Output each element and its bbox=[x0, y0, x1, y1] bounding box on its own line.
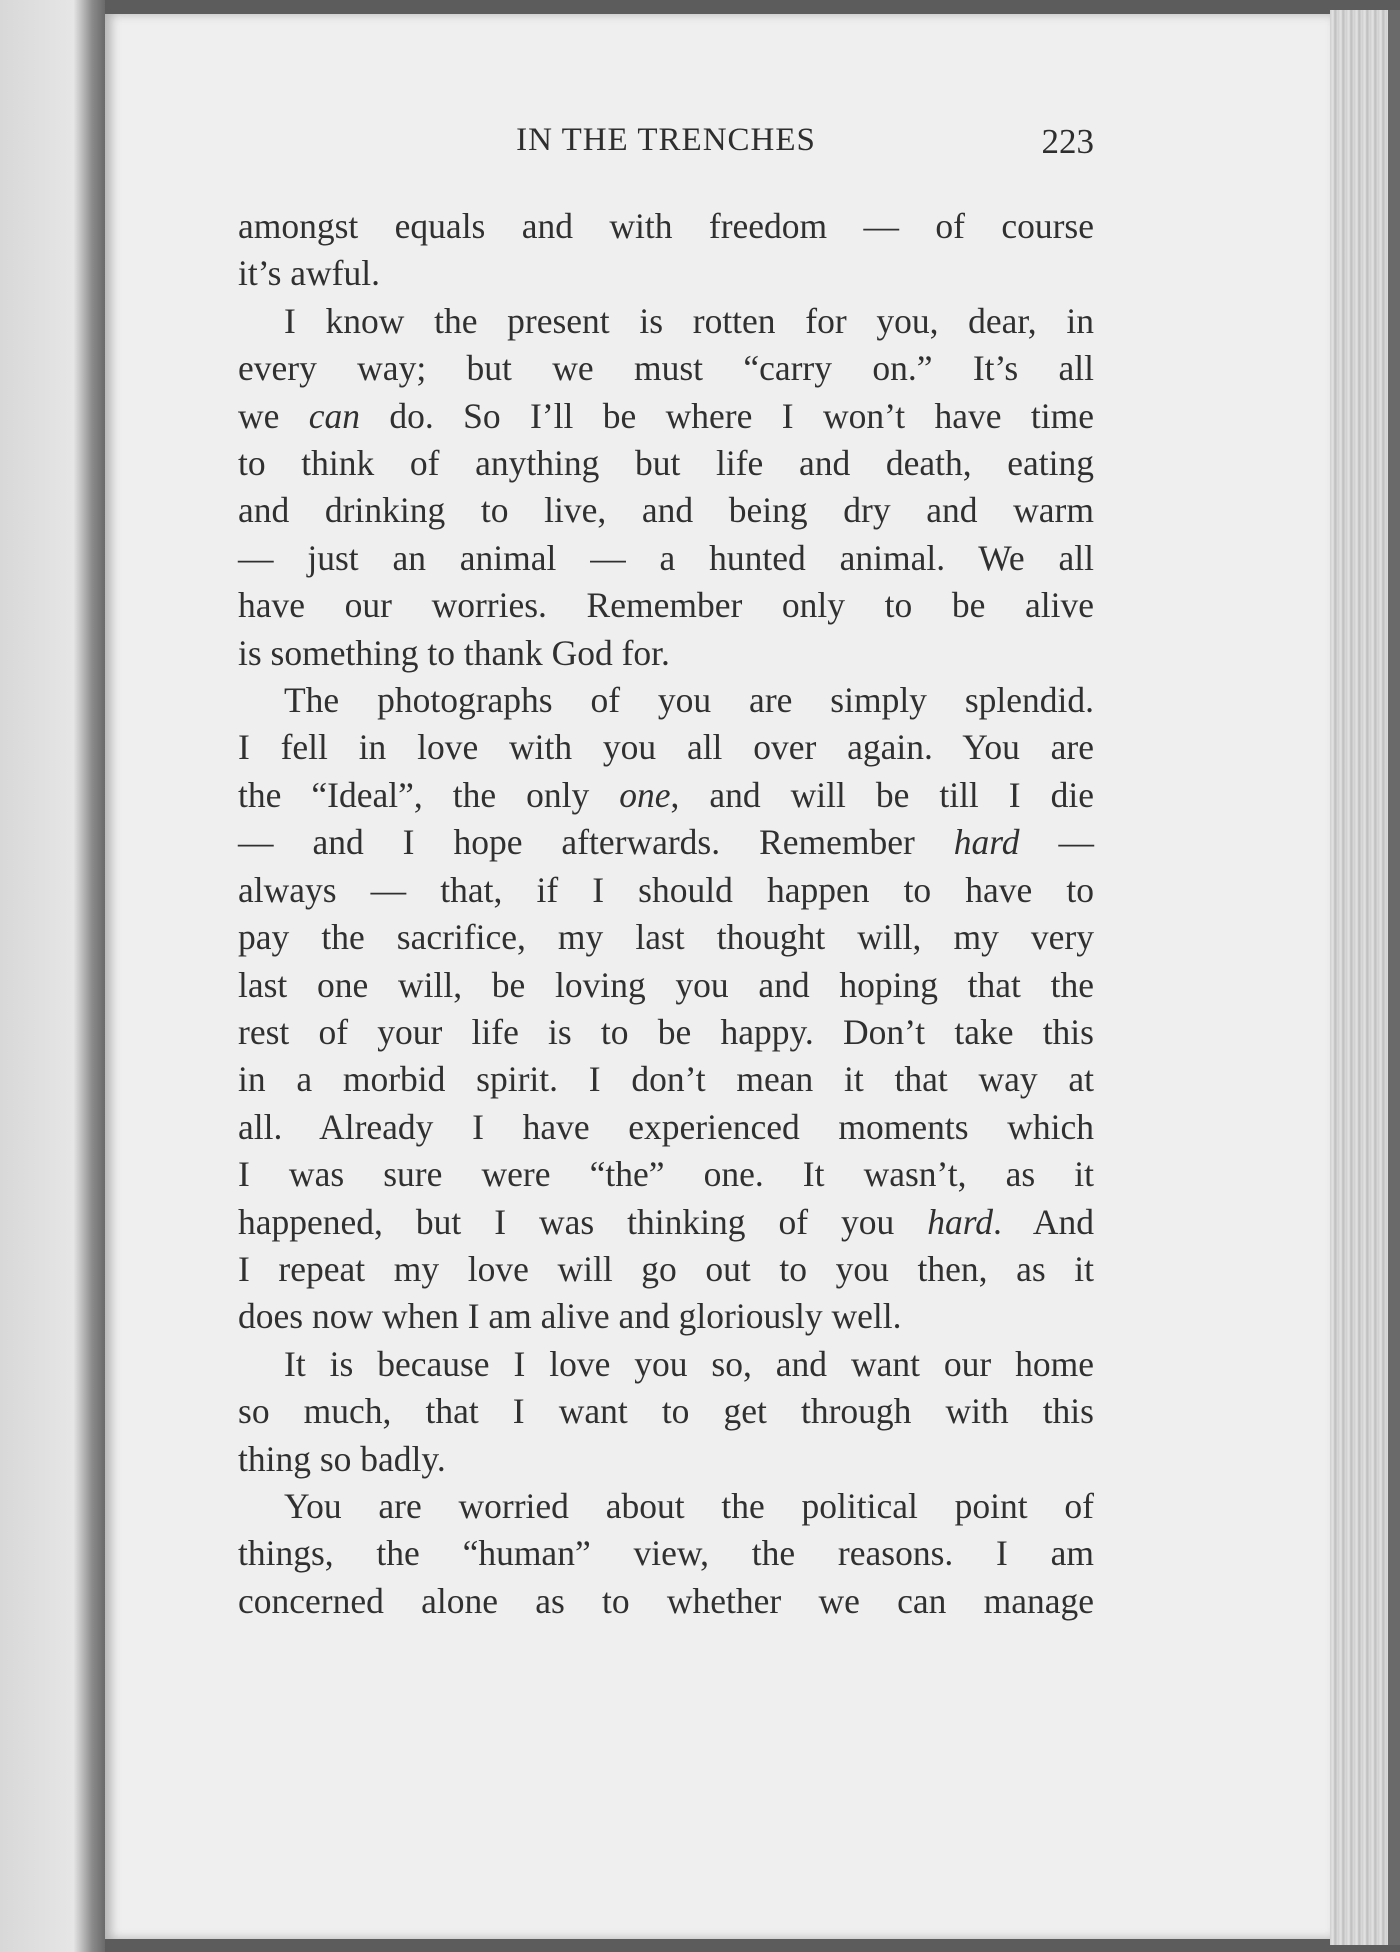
running-title: IN THE TRENCHES bbox=[516, 122, 816, 158]
left-page-edge bbox=[0, 0, 105, 1952]
text-line: rest of your life is to be happy. Don’t take this bbox=[238, 1011, 1094, 1052]
text-line: have our worries. Remember only to be alive bbox=[238, 585, 1094, 626]
text-line: I fell in love with you all over again. You are bbox=[238, 727, 1094, 768]
text-line: always — that, if I should happen to have to bbox=[238, 869, 1094, 910]
text-line: The photographs of you are simply splendid. bbox=[284, 680, 1094, 721]
text-line: all. Already I have experienced moments which bbox=[238, 1106, 1094, 1147]
text-line: I repeat my love will go out to you then, as it bbox=[238, 1248, 1094, 1289]
text-line: thing so badly. bbox=[238, 1438, 446, 1479]
text-line: it’s awful. bbox=[238, 253, 380, 294]
paragraph bbox=[238, 1483, 1094, 1625]
text-line: every way; but we must “carry on.” It’s all bbox=[238, 348, 1094, 389]
text-line: and drinking to live, and being dry and warm bbox=[238, 490, 1094, 531]
text-line: It is because I love you so, and want our home bbox=[284, 1343, 1094, 1384]
italic-emphasis: can bbox=[308, 395, 361, 436]
text-line: last one will, be loving you and hoping that the bbox=[238, 964, 1094, 1005]
text-line: is something to thank God for. bbox=[238, 632, 670, 673]
text-line: amongst equals and with freedom — of course bbox=[238, 206, 1094, 246]
text-line: we can do. So I’ll be where I won’t have time bbox=[238, 395, 1094, 436]
italic-emphasis: one bbox=[619, 774, 671, 815]
text-line: happened, but I was thinking of you hard. And bbox=[238, 1201, 1094, 1242]
text-line: — and I hope afterwards. Remember hard — bbox=[238, 822, 1094, 863]
text-line: in a morbid spirit. I don’t mean it that way at bbox=[238, 1059, 1094, 1100]
paragraph bbox=[238, 203, 1094, 298]
text-line: does now when I am alive and gloriously well. bbox=[238, 1296, 902, 1337]
text-line: to think of anything but life and death, eating bbox=[238, 443, 1094, 484]
text-line: pay the sacrifice, my last thought will, my very bbox=[238, 917, 1094, 958]
text-line: the “Ideal”, the only one, and will be till I die bbox=[238, 774, 1094, 815]
italic-emphasis: hard bbox=[927, 1201, 993, 1242]
text-line: concerned alone as to whether we can manage bbox=[238, 1580, 1094, 1621]
text-line: so much, that I want to get through with this bbox=[238, 1391, 1094, 1432]
paragraph bbox=[238, 298, 1094, 677]
text-line: I know the present is rotten for you, dear, in bbox=[284, 300, 1094, 341]
paragraph bbox=[238, 1341, 1094, 1483]
running-head bbox=[238, 122, 1094, 172]
text-line: — just an animal — a hunted animal. We all bbox=[238, 537, 1094, 578]
italic-emphasis: hard bbox=[953, 822, 1020, 863]
paragraph bbox=[238, 677, 1094, 1341]
text-line: I was sure were “the” one. It wasn’t, as it bbox=[238, 1154, 1094, 1195]
text-line: things, the “human” view, the reasons. I am bbox=[238, 1533, 1094, 1574]
page-number: 223 bbox=[1041, 122, 1094, 161]
page-block-edge bbox=[1330, 10, 1400, 1945]
body-text bbox=[238, 203, 1094, 1625]
text-line: You are worried about the political point of bbox=[284, 1485, 1094, 1526]
